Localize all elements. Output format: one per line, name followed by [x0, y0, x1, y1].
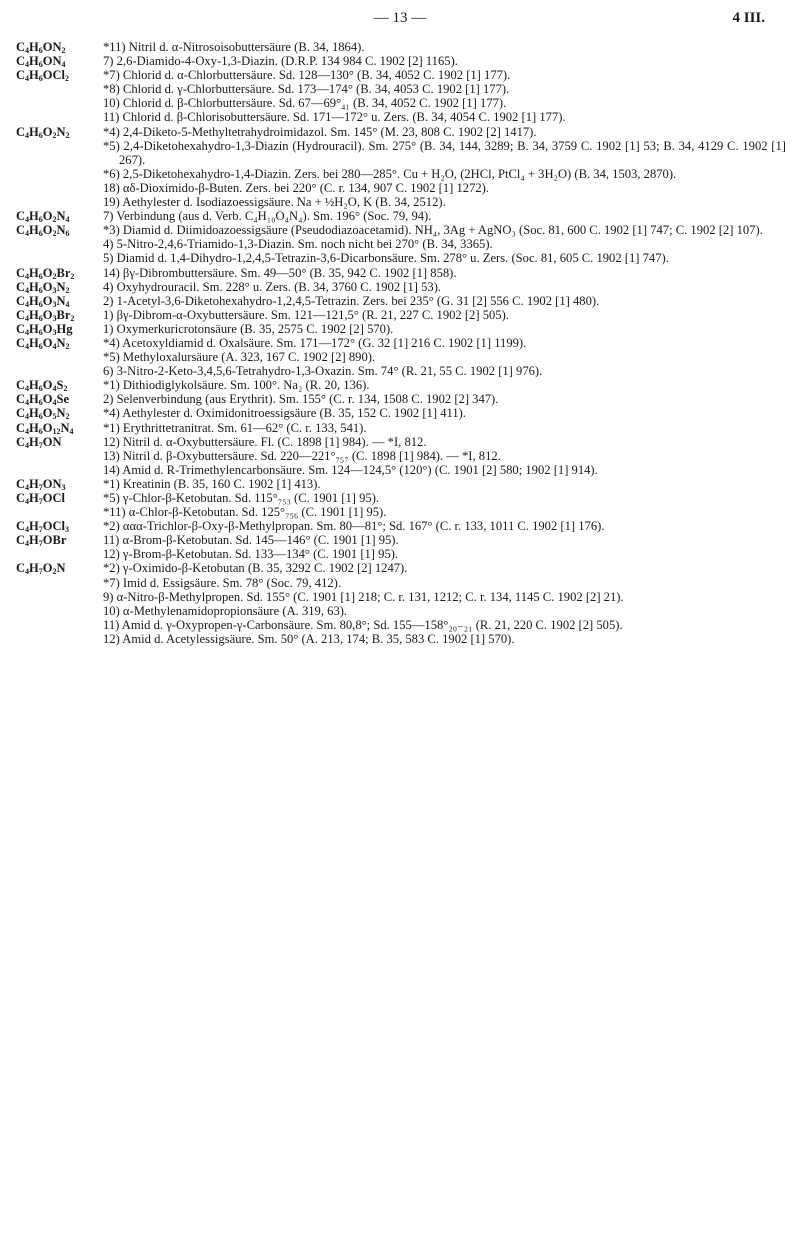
formula: $C_4H_6O_3N_4$ [16, 293, 70, 309]
list-item [16, 280, 786, 294]
entry-text: 18) αδ-Dioximido-β-Buten. Zers. bei 220° (C. r. 134, 907 C. 1902 [1] 1272). [103, 180, 490, 195]
formula [16, 463, 103, 477]
list-item [16, 576, 786, 590]
formula: $C_4H_6ON_4$ [16, 54, 66, 70]
entry-text: *5) γ-Chlor-β-Ketobutan. Sd. 115°₇₅₃ (C. 1901 [1] 95). [103, 491, 380, 505]
entry-text: *1) Dithiodiglykolsäure. Sm. 100°. Na₂ (R. 20, 136). [103, 378, 370, 393]
formula [16, 195, 103, 209]
list-item [16, 237, 786, 251]
entry-text: 7) Verbindung (aus d. Verb. C₄H₁₀O₄N₄). Sm. 196° (Soc. 79, 94). [103, 209, 432, 224]
entry-text: 14) Amid d. R-Trimethylencarbonsäure. Sm. 124—124,5° (120°) (C. 1901 [2] 580; 1902 [1] 914). [103, 462, 598, 477]
formula: $C_4H_7OCl$ [16, 491, 65, 506]
entry-text: 5) Diamid d. 1,4-Dihydro-1,2,4,5-Tetrazin-3,6-Dicarbonsäure. Sm. 278° u. Zers. (Soc. 81, 605 C. 1902 [1] 747). [103, 251, 669, 266]
page-number: — 13 — [373, 10, 427, 26]
entry-text: 1) βγ-Dibrom-α-Oxybuttersäure. Sm. 121—121,5° (R. 21, 227 C. 1902 [2] 505). [103, 307, 509, 322]
entry-text: 11) Amid d. γ-Oxypropen-γ-Carbonsäure. Sm. 80,8°; Sd. 155—158°₂₀₋₂₁ (R. 21, 220 C. 1902 [2] 505). [103, 617, 623, 632]
entry-text: *4) 2,4-Diketo-5-Methyltetrahydroimidazol. Sm. 145° (M. 23, 808 C. 1902 [2] 1417). [103, 124, 537, 139]
formula: $C_4H_6O_4Se$ [16, 392, 69, 408]
list-item [16, 125, 786, 139]
formula [16, 590, 103, 604]
formula [16, 576, 103, 590]
list-item [16, 604, 786, 618]
list-item [16, 139, 786, 167]
formula: $C_4H_6O_5N_2$ [16, 406, 70, 422]
entry-text: 12) γ-Brom-β-Ketobutan. Sd. 133—134° (C. 1901 [1] 95). [103, 547, 399, 562]
entry-text: 4) Oxyhydrouracil. Sm. 228° u. Zers. (B. 34, 3760 C. 1902 [1] 53). [103, 279, 442, 294]
entry-text: 14) βγ-Dibrombuttersäure. Sm. 49—50° (B. 35, 942 C. 1902 [1] 858). [103, 265, 457, 280]
list-item [16, 435, 786, 449]
list-item [16, 364, 786, 378]
list-item [16, 68, 786, 82]
formula: $C_4H_6O_4S_2$ [16, 378, 68, 394]
list-item [16, 209, 786, 223]
list-item [16, 167, 786, 181]
list-item [16, 505, 786, 519]
list-item [16, 392, 786, 406]
formula: $C_4H_6O_2N_2$ [16, 124, 70, 140]
formula [16, 632, 103, 646]
formula: $C_4H_7OCl_3$ [16, 519, 69, 535]
entry-text: *3) Diamid d. Diimidoazoessigsäure (Pseudodiazoacetamid). NH₄, 3Ag + AgNO₃ (Soc. 81, 600 C. 1902 [1] 747; C. 1902 [2] 107). [103, 223, 763, 238]
entry-text: *8) Chlorid d. γ-Chlorbuttersäure. Sd. 173—174° (B. 34, 4053 C. 1902 [1] 177). [103, 82, 510, 97]
entry-text: 13) Nitril d. β-Oxybuttersäure. Sd. 220—221°₇₅₇ (C. 1898 [1] 984). — *I, 812. [103, 448, 501, 463]
formula [16, 167, 103, 181]
list-item [16, 40, 786, 54]
formula [16, 364, 103, 378]
list-item [16, 223, 786, 237]
formula [16, 449, 103, 463]
entry-text: *5) 2,4-Diketohexahydro-1,3-Diazin (Hydrouracil). Sm. 275° (B. 34, 144, 3289; B. 34, 3759 C. 1902 [1] 53; B. 34, 4129 C. 1902 [1] 267). [103, 138, 786, 167]
list-item [16, 378, 786, 392]
entry-text: *6) 2,5-Diketohexahydro-1,4-Diazin. Zers. bei 280—285°. Cu + H₂O, (2HCl, PtCl₄ + 3H₂O) (B. 34, 1503, 2870). [103, 166, 677, 181]
list-item [16, 449, 786, 463]
list-item [16, 519, 786, 533]
list-item [16, 350, 786, 364]
entry-text: *7) Chlorid d. α-Chlorbuttersäure. Sd. 128—130° (B. 34, 4052 C. 1902 [1] 177). [103, 68, 511, 83]
list-item [16, 491, 786, 505]
list-item [16, 181, 786, 195]
entry-text: *2) γ-Oximido-β-Ketobutan (B. 35, 3292 C. 1902 [2] 1247). [103, 561, 408, 576]
entry-text: *7) Imid d. Essigsäure. Sm. 78° (Soc. 79, 412). [103, 575, 342, 590]
formula [16, 505, 103, 519]
formula: $C_4H_7O_2N$ [16, 561, 66, 577]
list-item [16, 533, 786, 547]
entry-text: 2) 1-Acetyl-3,6-Diketohexahydro-1,2,4,5-Tetrazin. Zers. bei 235° (G. 31 [2] 556 C. 1902 [1] 480). [103, 293, 600, 308]
formula: $C_4H_6O_4N_2$ [16, 335, 70, 351]
formula: $C_4H_7ON_3$ [16, 476, 66, 492]
list-item [16, 195, 786, 209]
entry-text: *5) Methyloxalursäure (A. 323, 167 C. 1902 [2] 890). [103, 350, 376, 365]
entry-text: 9) α-Nitro-β-Methylpropen. Sd. 155° (C. 1901 [1] 218; C. r. 131, 1212; C. r. 134, 1145 C. 1902 [2] 21). [103, 589, 624, 604]
formula: $C_4H_6O_2Br_2$ [16, 265, 75, 281]
formula: $C_4H_6O_2N_6$ [16, 223, 70, 239]
entry-text: 7) 2,6-Diamido-4-Oxy-1,3-Diazin. (D.R.P. 134 984 C. 1902 [2] 1165). [103, 54, 458, 69]
list-item [16, 632, 786, 646]
formula: $C_4H_6O_3N_2$ [16, 279, 70, 295]
list-item [16, 54, 786, 68]
list-item [16, 618, 786, 632]
list-item [16, 477, 786, 491]
list-item [16, 547, 786, 561]
formula: $C_4H_6OCl_2$ [16, 68, 69, 84]
section-tag: 4 III. [732, 10, 765, 26]
formula: $C_4H_6O_{12}N_4$ [16, 420, 74, 436]
formula: $C_4H_7OBr$ [16, 533, 67, 549]
entry-text: 19) Aethylester d. Isodiazoessigsäure. Na + ½H₂O, K (B. 34, 2512). [103, 195, 446, 210]
formula [16, 110, 103, 124]
entry-text: *11) Nitril d. α-Nitrosoisobuttersäure (B. 34, 1864). [103, 40, 365, 54]
list-item [16, 590, 786, 604]
formula: $C_4H_6O_3Hg$ [16, 321, 73, 337]
formula [16, 604, 103, 618]
entry-text: *1) Erythrittetranitrat. Sm. 61—62° (C. r. 133, 541). [103, 420, 367, 435]
entry-text: 1) Oxymerkuricrotonsäure (B. 35, 2575 C. 1902 [2] 570). [103, 321, 394, 336]
page-header [0, 10, 800, 30]
list-item [16, 294, 786, 308]
list-item [16, 421, 786, 435]
formula: $C_4H_7ON$ [16, 434, 62, 450]
entry-text: *11) α-Chlor-β-Ketobutan. Sd. 125°₇₅₆ (C. 1901 [1] 95). [103, 505, 387, 520]
formula: $C_4H_6ON_2$ [16, 40, 66, 55]
list-item [16, 561, 786, 575]
list-item [16, 96, 786, 110]
list-item [16, 308, 786, 322]
entry-text: 12) Nitril d. α-Oxybuttersäure. Fl. (C. 1898 [1] 984). — *I, 812. [103, 434, 427, 449]
list-item [16, 463, 786, 477]
entry-text: 6) 3-Nitro-2-Keto-3,4,5,6-Tetrahydro-1,3-Oxazin. Sm. 74° (R. 21, 55 C. 1902 [1] 976). [103, 364, 543, 379]
list-item [16, 82, 786, 96]
entry-text: 10) α-Methylenamidopropionsäure (A. 319, 63). [103, 603, 348, 618]
formula [16, 237, 103, 251]
list-item [16, 251, 786, 265]
formula [16, 547, 103, 561]
formula: $C_4H_6O_3Br_2$ [16, 307, 75, 323]
entry-text: *4) Aethylester d. Oximidonitroessigsäure (B. 35, 152 C. 1902 [1] 411). [103, 406, 466, 421]
list-item [16, 110, 786, 124]
formula [16, 350, 103, 364]
formula [16, 251, 103, 265]
formula: $C_4H_6O_2N_4$ [16, 209, 70, 225]
list-item [16, 336, 786, 350]
entry-text: 11) Chlorid d. β-Chlorisobuttersäure. Sd. 171—172° u. Zers. (B. 34, 4054 C. 1902 [1] 177). [103, 110, 566, 125]
formula [16, 82, 103, 96]
formula [16, 96, 103, 110]
entry-text: *4) Acetoxyldiamid d. Oxalsäure. Sm. 171—172° (G. 32 [1] 216 C. 1902 [1] 1199). [103, 335, 527, 350]
list-item [16, 322, 786, 336]
entry-text: 11) α-Brom-β-Ketobutan. Sd. 145—146° (C. 1901 [1] 95). [103, 533, 399, 548]
entry-text: 10) Chlorid d. β-Chlorbuttersäure. Sd. 67—69°₄₁ (B. 34, 4052 C. 1902 [1] 177). [103, 96, 507, 111]
entry-text: *2) ααα-Trichlor-β-Oxy-β-Methylpropan. Sm. 80—81°; Sd. 167° (C. r. 133, 1011 C. 1902 [1] 176). [103, 519, 605, 534]
formula [16, 181, 103, 195]
entry-text: 4) 5-Nitro-2,4,6-Triamido-1,3-Diazin. Sm. noch nicht bei 270° (B. 34, 3365). [103, 237, 493, 252]
list-item [16, 266, 786, 280]
entry-text: 2) Selenverbindung (aus Erythrit). Sm. 155° (C. r. 134, 1508 C. 1902 [2] 347). [103, 392, 499, 407]
list-item [16, 406, 786, 420]
formula [16, 618, 103, 632]
entry-list [16, 40, 786, 646]
entry-text: 12) Amid d. Acetylessigsäure. Sm. 50° (A. 213, 174; B. 35, 583 C. 1902 [1] 570). [103, 631, 515, 646]
formula [16, 139, 103, 167]
entry-text: *1) Kreatinin (B. 35, 160 C. 1902 [1] 413). [103, 476, 321, 491]
